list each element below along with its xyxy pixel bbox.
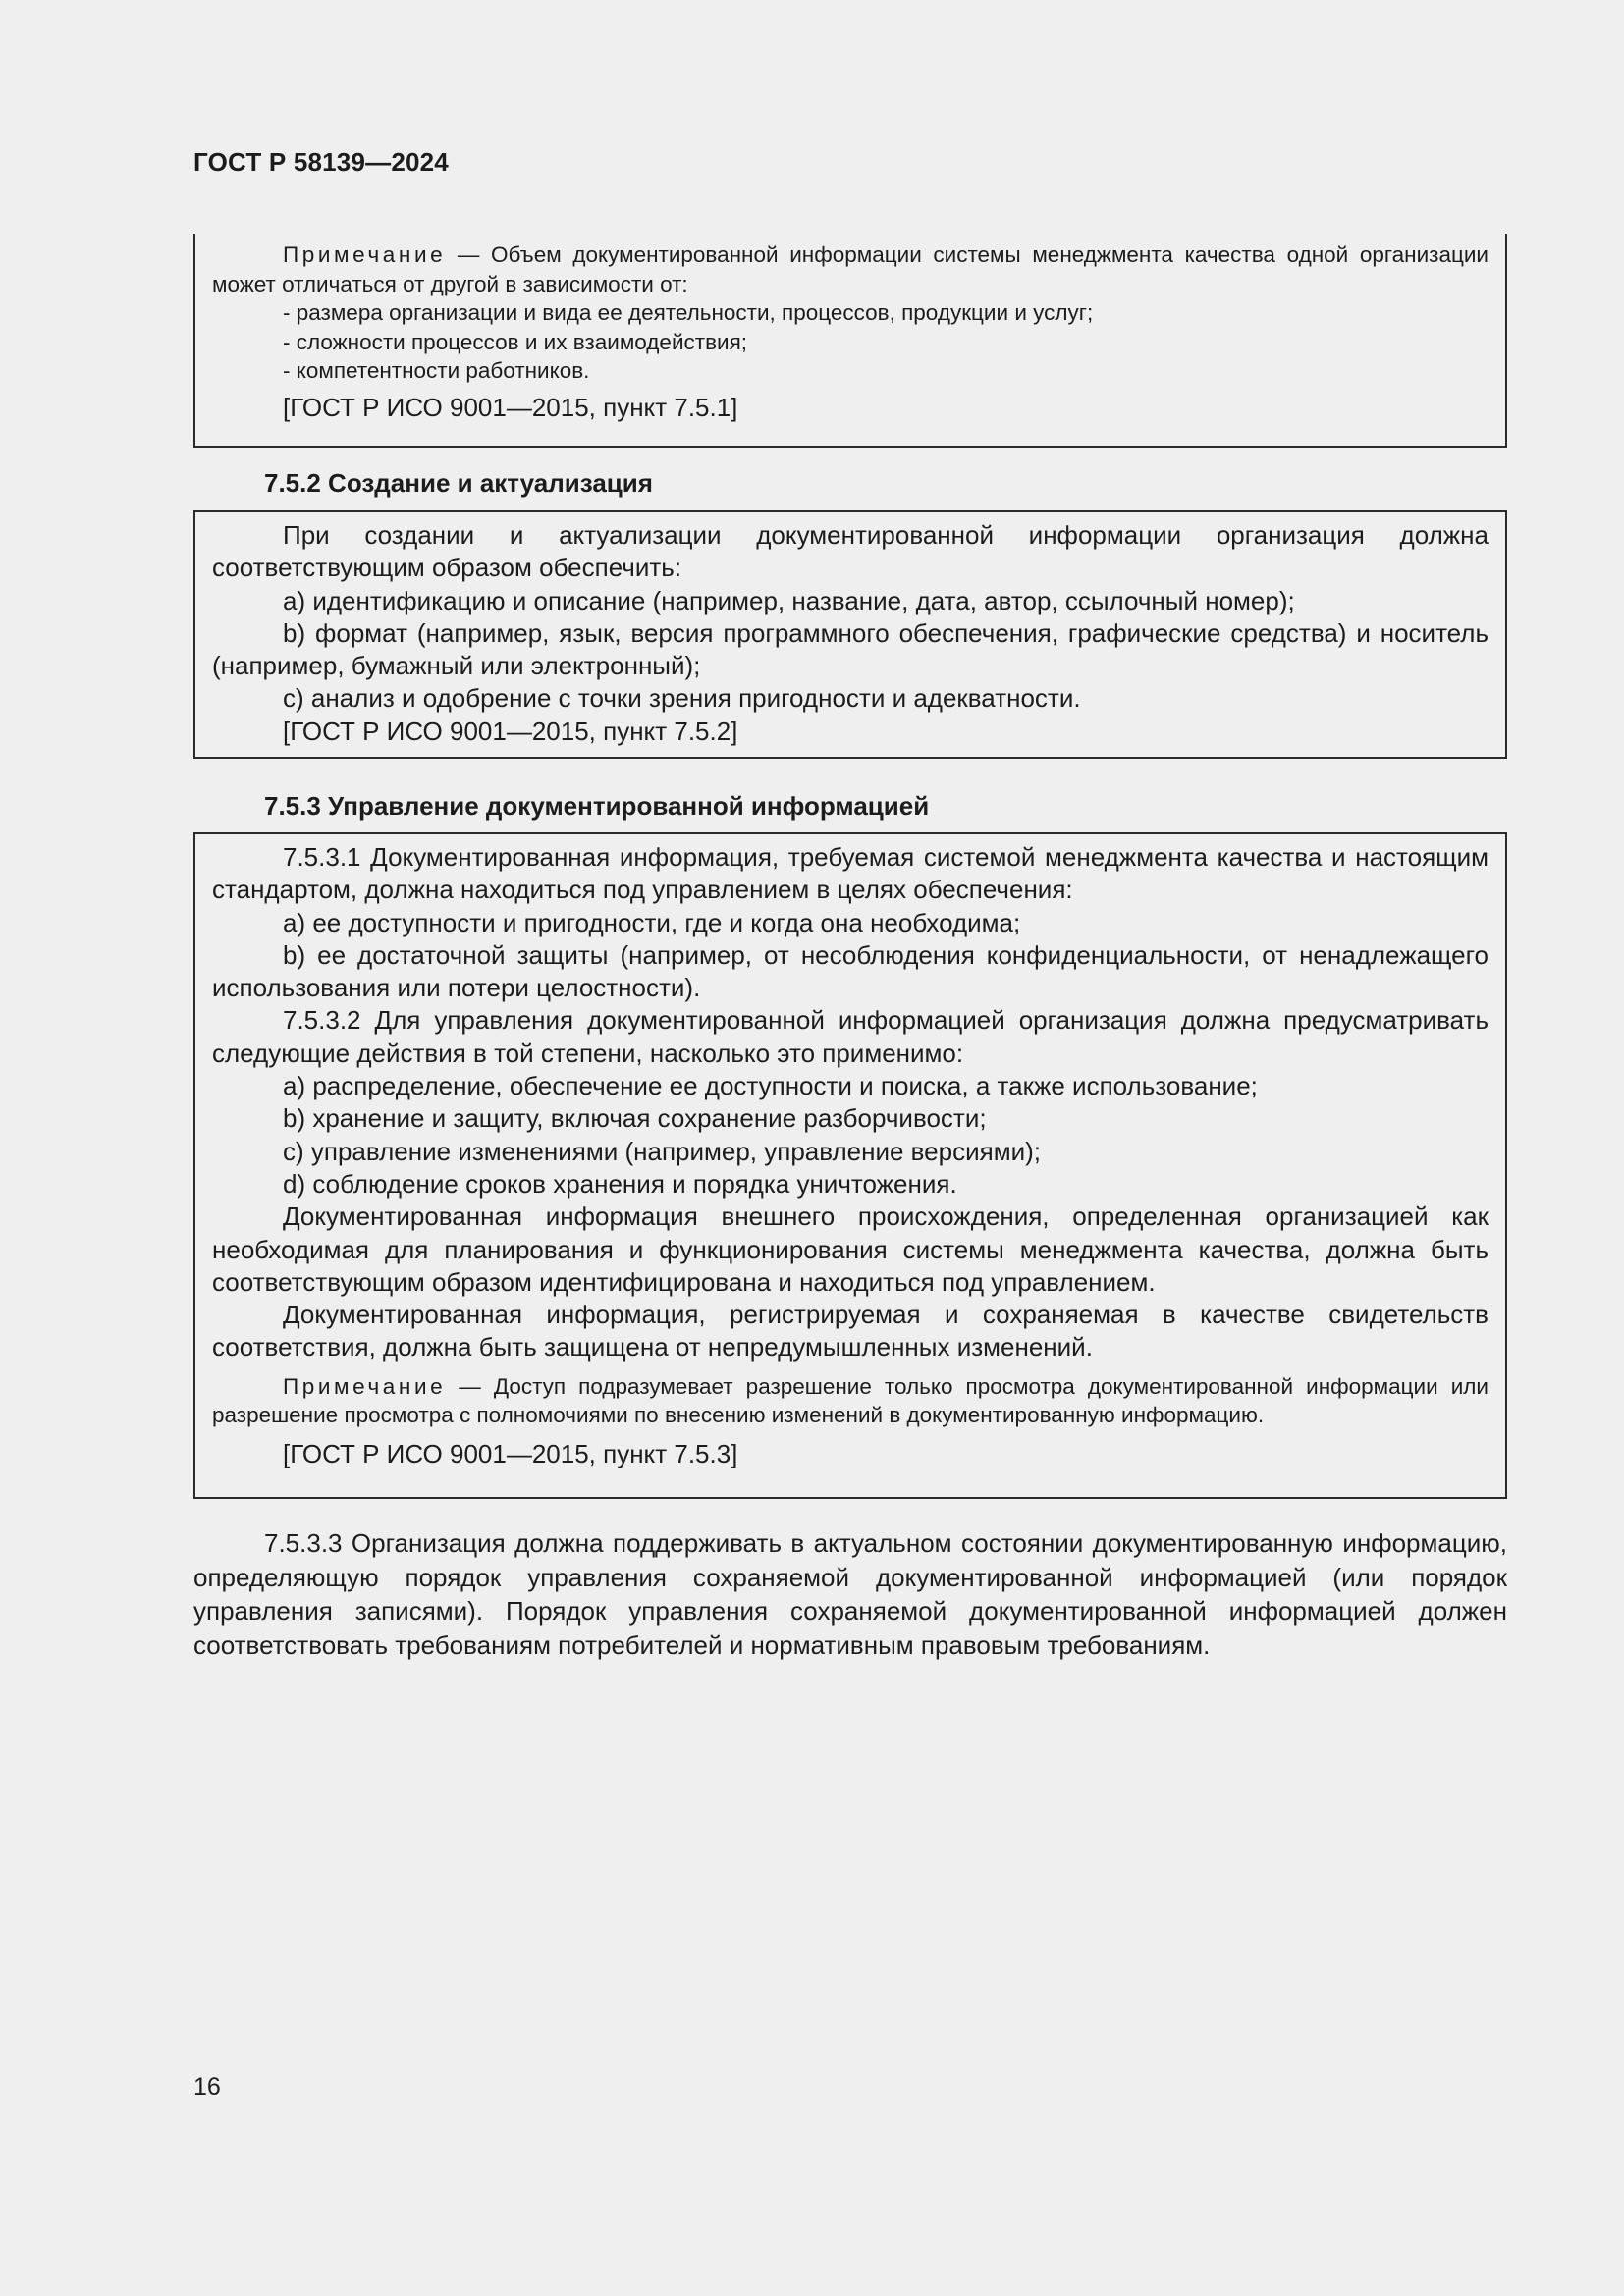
quote-box-753	[193, 832, 1507, 1499]
list-item: a) распределение, обеспечение ее доступности и поиска, а также использование;	[283, 1071, 1258, 1101]
paragraph-7533-block	[193, 1526, 1507, 1662]
quote-box-752	[193, 510, 1507, 759]
paragraph-7531: 7.5.3.1 Документированная информация, требуемая системой менеджмента качества и настоящим стандартом, должна находиться под управлением в целях обеспечения:	[212, 842, 1489, 905]
note-label: Примечание	[283, 1373, 447, 1399]
paragraph: Документированная информация, регистрируемая и сохраняемая в качестве свидетельств соответствия, должна быть защищена от непредумышленных изменений.	[212, 1300, 1489, 1362]
list-item: b) хранение и защиту, включая сохранение разборчивости;	[283, 1103, 987, 1134]
note-751	[212, 240, 1489, 298]
paragraph-7533: 7.5.3.3 Организация должна поддерживать в актуальном состоянии документированную информацию, определяющую порядок управления сохраняемой документированной информацией (или порядок управления записями). Порядок управления сохраняемой документированной информацией должен соответствовать требованиям потребителей и нормативным правовым требованиям.	[193, 1528, 1507, 1660]
document-header: ГОСТ Р 58139—2024	[193, 147, 449, 177]
page-number: 16	[193, 2073, 221, 2101]
list-item: d) соблюдение сроков хранения и порядка уничтожения.	[283, 1168, 957, 1199]
reference: [ГОСТ Р ИСО 9001—2015, пункт 7.5.2]	[283, 716, 738, 746]
paragraph-7532: 7.5.3.2 Для управления документированной информацией организация должна предусматривать следующие действия в той степени, насколько это применимо:	[212, 1005, 1489, 1068]
note-text: — Доступ подразумевает разрешение только просмотра документированной информации или разрешение просмотра с полномочиями по внесению изменений в документированную информацию.	[212, 1373, 1489, 1428]
list-item: - сложности процессов и их взаимодействия;	[283, 329, 748, 354]
list-item: - размера организации и вида ее деятельности, процессов, продукции и услуг;	[283, 300, 1094, 325]
list-item: a) идентификацию и описание (например, название, дата, автор, ссылочный номер);	[283, 585, 1295, 615]
paragraph: Документированная информация внешнего происхождения, определенная организацией как необходимая для планирования и функционирования системы менеджмента качества, должна быть соответствующим образом идентифицирована и находиться под управлением.	[212, 1201, 1489, 1297]
paragraph: При создании и актуализации документированной информации организация должна соответствующим образом обеспечить:	[212, 520, 1489, 583]
list-item: b) формат (например, язык, версия программного обеспечения, графические средства) и носитель (например, бумажный или электронный);	[212, 617, 1489, 681]
list-item: a) ее доступности и пригодности, где и когда она необходима;	[283, 907, 1021, 937]
note-text: — Объем документированной информации системы менеджмента качества одной организации может отличаться от другой в зависимости от:	[212, 242, 1489, 296]
reference: [ГОСТ Р ИСО 9001—2015, пункт 7.5.3]	[283, 1438, 738, 1468]
section-heading-752: 7.5.2 Создание и актуализация	[264, 468, 653, 498]
list-item: - компетентности работников.	[283, 358, 590, 383]
list-item: c) анализ и одобрение с точки зрения пригодности и адекватности.	[283, 683, 1081, 714]
list-item: c) управление изменениями (например, управление версиями);	[283, 1136, 1041, 1166]
reference: [ГОСТ Р ИСО 9001—2015, пункт 7.5.1]	[283, 392, 738, 422]
note-label: Примечание	[283, 242, 447, 267]
quote-box-751	[193, 234, 1507, 448]
section-heading-753: 7.5.3 Управление документированной информацией	[264, 791, 930, 821]
note-753	[212, 1372, 1489, 1430]
list-item: b) ее достаточной защиты (например, от несоблюдения конфиденциальности, от ненадлежащего использования или потери целостности).	[212, 939, 1489, 1003]
